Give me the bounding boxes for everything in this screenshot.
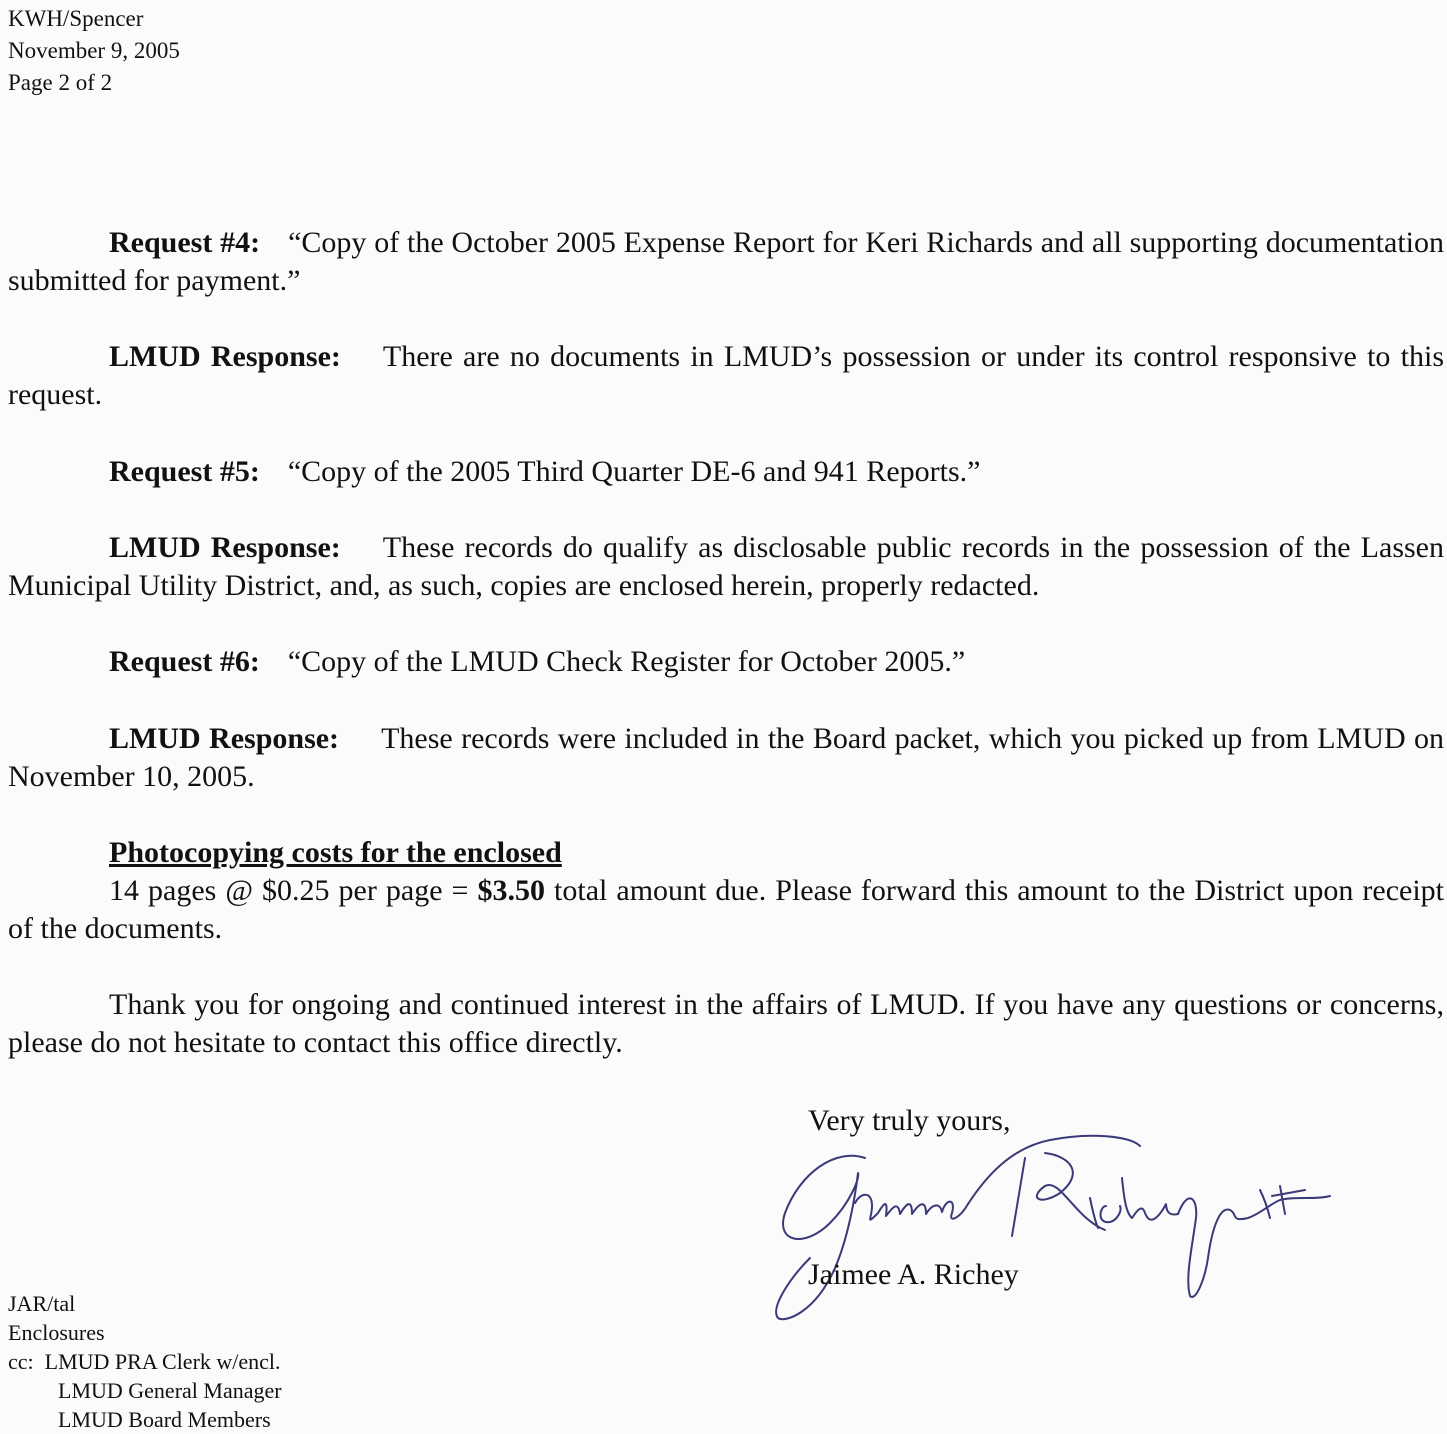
response-6-paragraph bbox=[8, 720, 1444, 796]
request-6-label: Request #6: bbox=[109, 645, 260, 678]
cc-label: cc: bbox=[8, 1349, 45, 1374]
photocopy-section bbox=[8, 834, 1444, 948]
response-5-label: LMUD Response: bbox=[109, 531, 341, 564]
letter-header bbox=[8, 3, 180, 99]
response-5-text: These records do qualify as disclosable public records in the possession of the Lassen Municipal Utility District, and, as such, copies are enclosed herein, properly redacted. bbox=[8, 531, 1444, 602]
cc-recipient: LMUD General Manager bbox=[58, 1378, 282, 1403]
photocopy-heading: Photocopying costs for the enclosed bbox=[109, 836, 562, 869]
letter-footer bbox=[8, 1289, 282, 1434]
letter-date: November 9, 2005 bbox=[8, 38, 180, 63]
request-4-label: Request #4: bbox=[109, 226, 261, 259]
photocopy-cost-text bbox=[8, 872, 1444, 948]
recipient-reference: KWH/Spencer bbox=[8, 6, 144, 31]
signature-image bbox=[760, 1118, 1360, 1333]
typist-initials: JAR/tal bbox=[8, 1291, 76, 1316]
closing: Very truly yours, bbox=[808, 1104, 1011, 1137]
cc-recipient: LMUD PRA Clerk w/encl. bbox=[44, 1349, 281, 1374]
request-5-text: “Copy of the 2005 Third Quarter DE-6 and 941 Reports.” bbox=[287, 455, 981, 488]
response-4-text: There are no documents in LMUD’s possession or under its control responsive to this request. bbox=[8, 340, 1444, 411]
signer-name: Jaimee A. Richey bbox=[808, 1258, 1019, 1291]
response-4-label: LMUD Response: bbox=[109, 340, 341, 373]
cc-recipient: LMUD Board Members bbox=[58, 1407, 271, 1432]
request-4-paragraph bbox=[8, 224, 1444, 300]
response-5-paragraph bbox=[8, 529, 1444, 605]
cost-after: total amount due. Please forward this amount to the District upon receipt of the documents. bbox=[8, 874, 1445, 945]
request-5-label: Request #5: bbox=[109, 455, 260, 488]
cc-line-1 bbox=[8, 1347, 282, 1376]
amount-due: $3.50 bbox=[477, 874, 546, 907]
response-4-paragraph bbox=[8, 338, 1444, 414]
thank-you-paragraph bbox=[8, 986, 1444, 1062]
request-5-paragraph bbox=[8, 453, 1444, 491]
request-4-text: “Copy of the October 2005 Expense Report for Keri Richards and all supporting documentation submitted for payment.” bbox=[8, 226, 1444, 297]
request-6-paragraph bbox=[8, 643, 1444, 681]
request-6-text: “Copy of the LMUD Check Register for October 2005.” bbox=[287, 645, 966, 678]
enclosures-note: Enclosures bbox=[8, 1320, 105, 1345]
thank-you-text: Thank you for ongoing and continued interest in the affairs of LMUD. If you have any questions or concerns, please do not hesitate to contact this office directly. bbox=[8, 988, 1444, 1059]
page-number: Page 2 of 2 bbox=[8, 70, 113, 95]
response-6-label: LMUD Response: bbox=[109, 722, 340, 755]
cost-before: 14 pages @ $0.25 per page = bbox=[109, 874, 478, 907]
response-6-text: These records were included in the Board packet, which you picked up from LMUD on November 10, 2005. bbox=[8, 722, 1445, 793]
